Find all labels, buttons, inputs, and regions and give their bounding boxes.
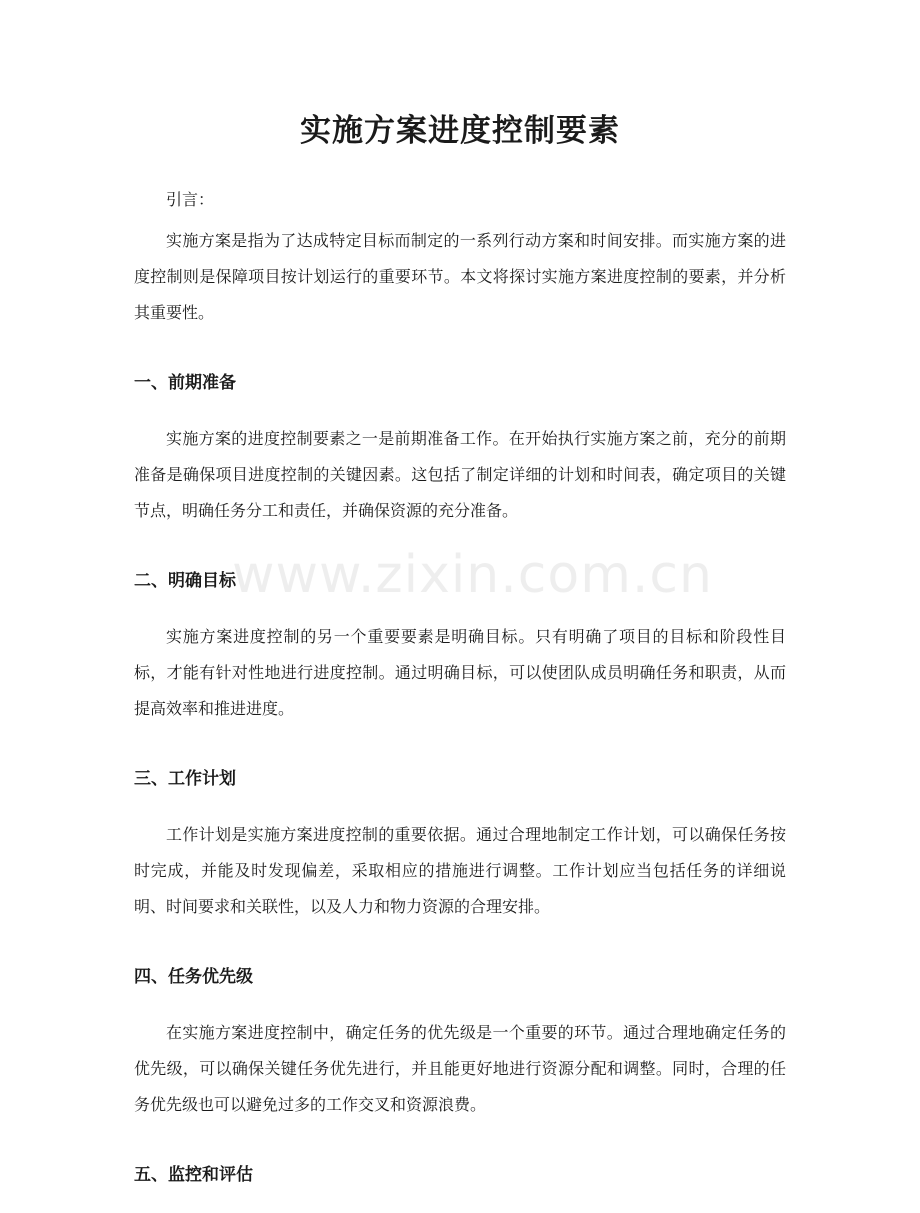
section-paragraph-task-priority: 在实施方案进度控制中，确定任务的优先级是一个重要的环节。通过合理地确定任务的优先级，可以确保关键任务优先进行，并且能更好地进行资源分配和调整。同时，合理的任务优先级也可以避免过多的工作交叉和资源浪费。 [134,1023,786,1114]
section-heading-preparation: 一、前期准备 [134,373,236,393]
section-paragraph-work-plan: 工作计划是实施方案进度控制的重要依据。通过合理地制定工作计划，可以确保任务按时完成，并能及时发现偏差，采取相应的措施进行调整。工作计划应当包括任务的详细说明、时间要求和关联性，以及人力和物力资源的合理安排。 [134,825,786,916]
section-heading-goals: 二、明确目标 [134,571,236,591]
section-heading-task-priority: 四、任务优先级 [134,967,253,987]
document-title: 实施方案进度控制要素 [300,113,620,149]
watermark-text: www.zixin.com.cn [232,545,713,605]
intro-label: 引言： [166,190,215,209]
intro-paragraph: 实施方案是指为了达成特定目标而制定的一系列行动方案和时间安排。而实施方案的进度控制则是保障项目按计划运行的重要环节。本文将探讨实施方案进度控制的要素，并分析其重要性。 [134,231,786,322]
section-heading-work-plan: 三、工作计划 [134,769,236,789]
section-paragraph-goals: 实施方案进度控制的另一个重要要素是明确目标。只有明确了项目的目标和阶段性目标，才能有针对性地进行进度控制。通过明确目标，可以使团队成员明确任务和职责，从而提高效率和推进进度。 [134,627,786,718]
document-body [134,182,786,1213]
section-paragraph-preparation: 实施方案的进度控制要素之一是前期准备工作。在开始执行实施方案之前，充分的前期准备是确保项目进度控制的关键因素。这包括了制定详细的计划和时间表，确定项目的关键节点，明确任务分工和责任，并确保资源的充分准备。 [134,429,786,520]
section-heading-monitoring: 五、监控和评估 [134,1165,253,1185]
